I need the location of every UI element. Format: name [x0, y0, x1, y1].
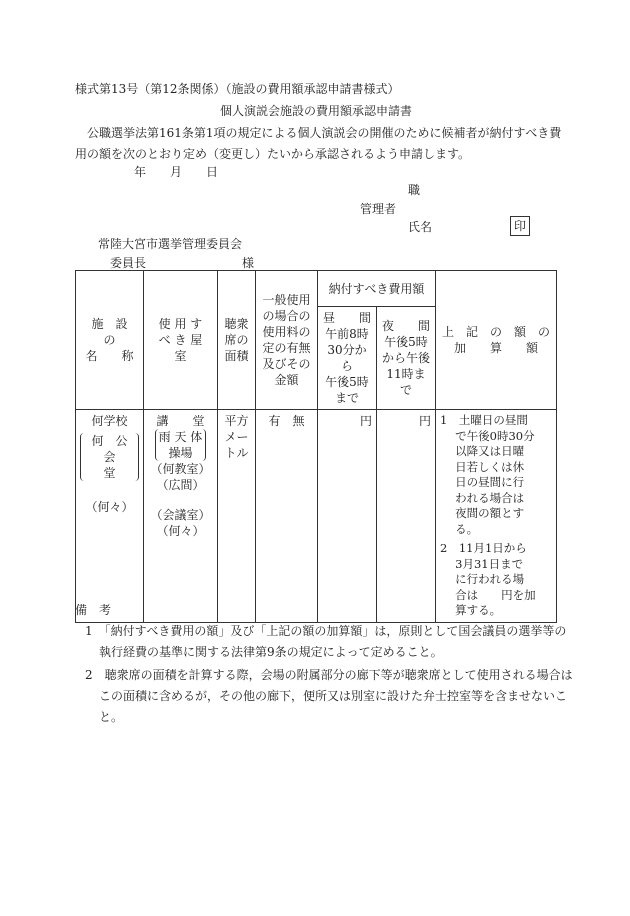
- note-item-1: 1 「納付すべき費用の額」及び「上記の額の加算額」は，原則として国会議員の選挙等の執行経費の基準に関する法律第9条の規定によって定めること。: [85, 624, 567, 659]
- form-title: 個人演説会施設の費用額承認申請書: [220, 104, 413, 118]
- facility-cell: [76, 410, 144, 623]
- manager-label: 管理者: [360, 202, 397, 216]
- header-daytime: 昼 間 午前8時 30分から 午後5時 まで: [318, 307, 377, 410]
- addressee-org: 常陸大宮市選挙管理委員会: [98, 237, 243, 251]
- room-cell: [144, 410, 218, 623]
- date-line: 年 月 日: [134, 165, 219, 179]
- header-fee-group: 納付すべき費用額: [318, 271, 436, 307]
- fee-status-cell: 有 無: [256, 410, 318, 623]
- seat-area-cell: 平方 メー トル: [218, 410, 256, 623]
- header-room: 使 用 す べ き 屋 室: [144, 271, 218, 410]
- addressee-suffix: 様: [242, 256, 255, 270]
- daytime-cell: 円: [318, 410, 377, 623]
- surcharge-note-2: 2 11月1日から 3月31日まで に行われる場 合は 円を加 算する。: [440, 541, 536, 617]
- room-name-2: 雨 天 体 操場: [155, 429, 207, 461]
- table-header-row-1: [76, 271, 557, 307]
- table-row: [76, 410, 557, 623]
- header-seat-area: 聴衆 席の 面積: [218, 271, 256, 410]
- room-name-1: 講 堂: [156, 414, 205, 428]
- name-label: 氏名: [408, 220, 433, 234]
- note-item-2: 2 聴衆席の面積を計算する際，会場の附属部分の廊下等が聴衆席として使用される場合はこの面積に含めるが，その他の廊下，便所又は別室に設けた弁士控室等を含ませないこと。: [85, 668, 573, 724]
- intro-paragraph: 公職選挙法第161条第1項の規定による個人演説会の開催のために候補者が納付すべき費用の額を次のとおり定め（変更し）たいから承認されるよう申請します。: [75, 126, 562, 161]
- header-fee-status: 一般使用 の場合の 使用料の 定の有無 及びその 金額: [256, 271, 318, 410]
- facility-name-3: （何々）: [85, 500, 134, 514]
- form-style-label: 様式第13号（第12条関係）（施設の費用額承認申請書様式）: [75, 82, 400, 96]
- fee-table: [75, 270, 557, 623]
- addressee-title: 委員長: [110, 256, 147, 270]
- seal-box: [510, 216, 530, 236]
- surcharge-cell: [436, 410, 557, 623]
- header-facility-name: 施 設 の 名 称: [76, 271, 144, 410]
- notes-section: [75, 600, 575, 730]
- surcharge-note-1: 1 土曜日の昼間 で午後0時30分 以降又は日曜 日若しくは休 日の昼間に行 われる場合は 夜間の額とす る。: [440, 413, 535, 536]
- night-cell: 円: [377, 410, 436, 623]
- facility-name-1: 何学校: [91, 414, 128, 428]
- seal-mark: 印: [510, 216, 530, 236]
- room-name-4: （会議室） （何々）: [150, 508, 211, 538]
- notes-heading: 備 考: [75, 603, 112, 617]
- header-night: 夜 間 午後5時 から午後 11時まで: [377, 307, 436, 410]
- facility-name-2: 何 公 会 堂: [80, 433, 139, 481]
- position-label: 職: [408, 183, 421, 197]
- room-name-3: （何教室） （広間）: [150, 462, 211, 492]
- header-surcharge: 上 記 の 額 の 加 算 額: [436, 271, 557, 410]
